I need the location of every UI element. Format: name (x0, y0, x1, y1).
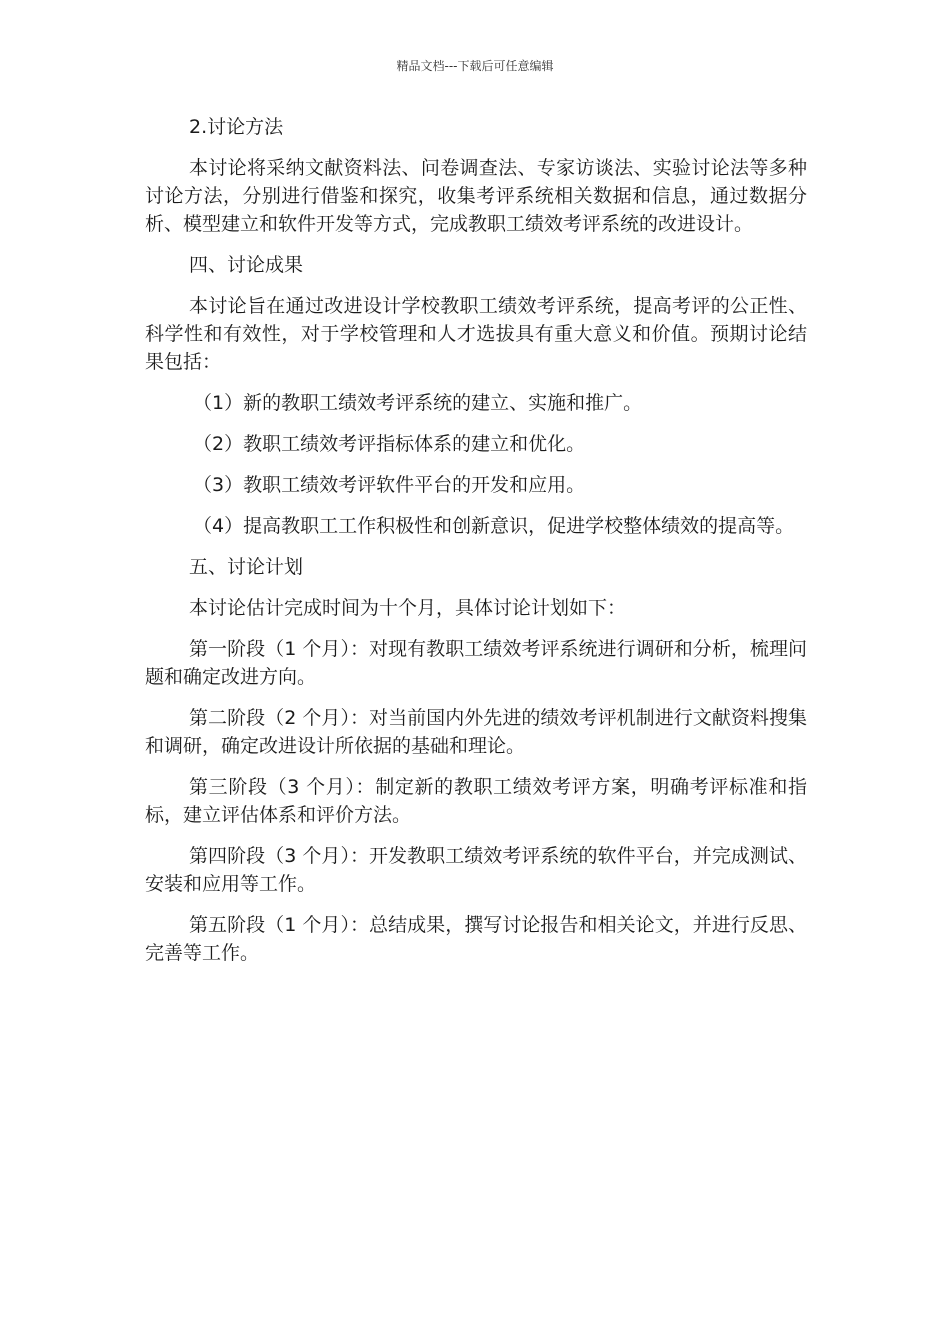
plan-phase-1: 第一阶段（1 个月）：对现有教职工绩效考评系统进行调研和分析，梳理问题和确定改进方向。 (145, 638, 807, 688)
list-item-result-2: （2）教职工绩效考评指标体系的建立和优化。 (193, 433, 586, 455)
list-item-result-3: （3）教职工绩效考评软件平台的开发和应用。 (193, 474, 586, 496)
plan-phase-2: 第二阶段（2 个月）：对当前国内外先进的绩效考评机制进行文献资料搜集和调研，确定改进设计所依据的基础和理论。 (145, 707, 807, 757)
section-heading-plan: 五、讨论计划 (189, 556, 304, 578)
plan-phase-4: 第四阶段（3 个月）：开发教职工绩效考评系统的软件平台，并完成测试、安装和应用等工作。 (145, 845, 807, 895)
paragraph-method: 本讨论将采纳文献资料法、问卷调查法、专家访谈法、实验讨论法等多种讨论方法，分别进行借鉴和探究，收集考评系统相关数据和信息，通过数据分析、模型建立和软件开发等方式，完成教职工绩效考评系统的改进设计。 (145, 157, 807, 235)
list-item-result-1: （1）新的教职工绩效考评系统的建立、实施和推广。 (193, 392, 643, 414)
section-heading-results: 四、讨论成果 (189, 254, 304, 276)
section-heading-method: 2.讨论方法 (189, 116, 284, 138)
plan-phase-5: 第五阶段（1 个月）：总结成果，撰写讨论报告和相关论文，并进行反思、完善等工作。 (145, 914, 807, 964)
list-item-result-4: （4）提高教职工工作积极性和创新意识，促进学校整体绩效的提高等。 (193, 515, 795, 537)
document-body (145, 113, 807, 980)
page-header: 精品文档---下载后可任意编辑 (396, 59, 554, 73)
paragraph-plan-intro: 本讨论估计完成时间为十个月，具体讨论计划如下： (189, 597, 627, 619)
plan-phase-3: 第三阶段（3 个月）：制定新的教职工绩效考评方案，明确考评标准和指标，建立评估体系和评价方法。 (145, 776, 807, 826)
paragraph-results: 本讨论旨在通过改进设计学校教职工绩效考评系统，提高考评的公正性、科学性和有效性，对于学校管理和人才选拔具有重大意义和价值。预期讨论结果包括： (145, 295, 807, 373)
